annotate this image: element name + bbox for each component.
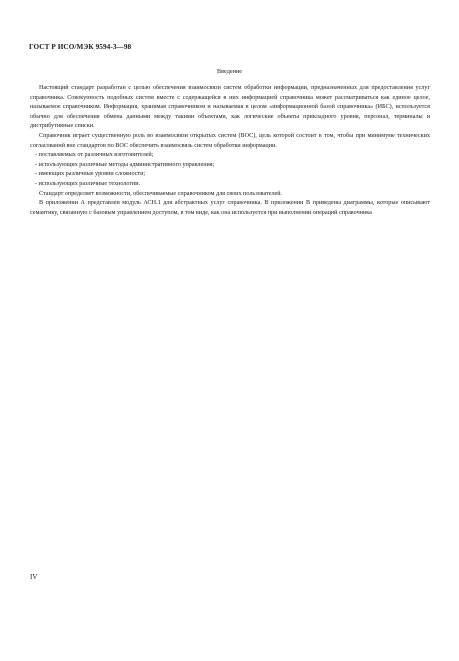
paragraph-capabilities: Стандарт определяет возможности, обеспечиваемые справочником для своих пользователей. (39, 190, 283, 197)
paragraph-intro: Настоящий стандарт разработан с целью обеспечения взаимосвязи систем обработки информации, предназначенных для предоставления услуг справочника. Совокупность подобных систем вместе с содержащейся в них информацией справочника может рассматриваться как единое целое, называемое справочником. Информация, хранимая справочником и называемая в целом «информационной базой справочника» (ИБС), используется обычно для обеспечения обмена данными между такими объектами, как логические объекты прикладного уровня, персонал, терминалы и дистрибутивные списки. (30, 85, 430, 130)
document-body (30, 84, 430, 218)
paragraph-osi-role: Справочник играет существенную роль во взаимосвязи открытых систем (ВОС), цель которой состоит в том, чтобы при минимуме технических согласований вне стандартов по ВОС обеспечить взаимосвязь систем обработки информации. (30, 132, 430, 149)
list-item: - поставляемых от различных изготовителей; (35, 152, 154, 159)
paragraph-appendices: В приложении А представлен модуль АСН.1 для абстрактных услуг справочника. В приложении В приведены диаграммы, которые описывают семантику, связанную с базовым управлением доступом, в том виде, как она используется при выполнении операций справочника (30, 200, 430, 216)
list-item: - использующих различные методы административного управления; (35, 161, 215, 168)
system-list (30, 151, 430, 189)
document-header: ГОСТ Р ИСО/МЭК 9594-3—98 (29, 43, 132, 51)
section-title: Введение (217, 68, 242, 75)
list-item: - использующих различные технологии. (35, 180, 141, 187)
page-number: IV (30, 573, 38, 581)
list-item: - имеющих различные уровни сложности; (35, 171, 146, 178)
